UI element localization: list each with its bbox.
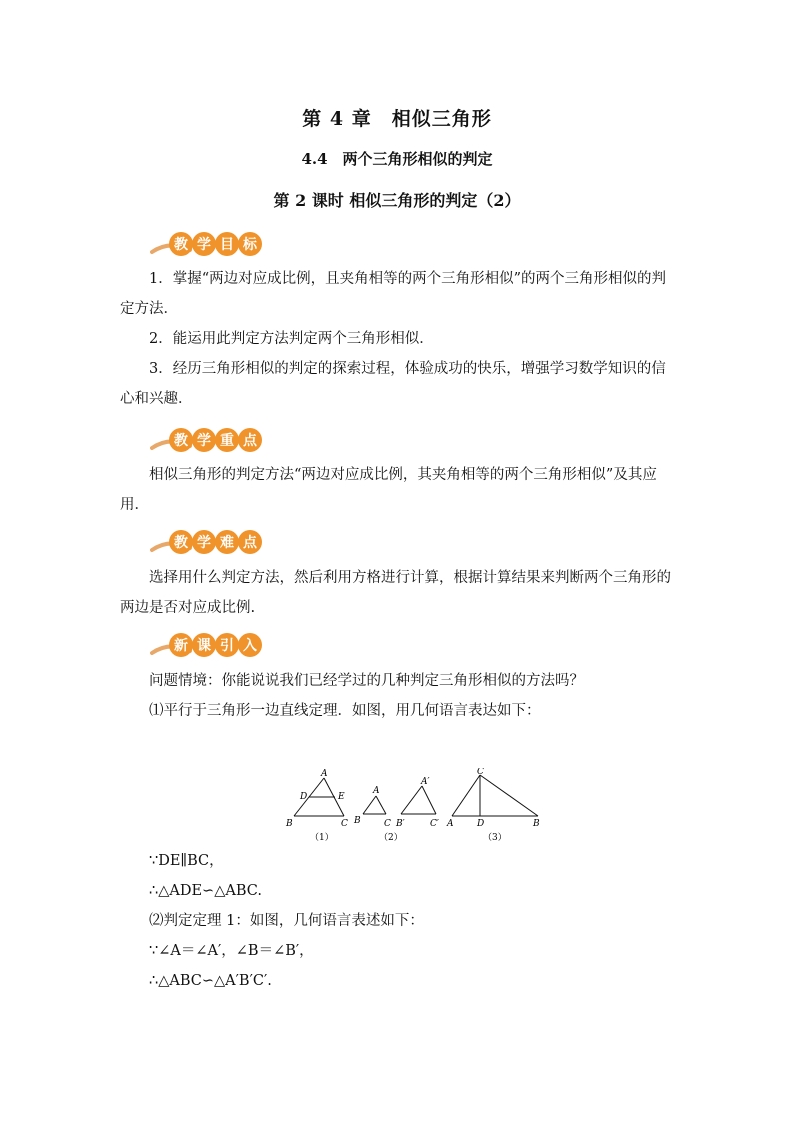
proof-line: ∵∠A＝∠A′，∠B＝∠B′， bbox=[149, 943, 314, 959]
label-c: C bbox=[341, 819, 348, 829]
caption-3: （3） bbox=[483, 833, 507, 843]
label-a3: A bbox=[447, 819, 454, 829]
goal-item: 1．掌握“两边对应成比例，且夹角相等的两个三角形相似”的两个三角形相似的判定方法． bbox=[120, 271, 667, 317]
label-b3: B bbox=[533, 819, 540, 829]
badge-char: 教 bbox=[174, 237, 188, 253]
label-c-prime: C′ bbox=[430, 819, 439, 829]
badge-char: 教 bbox=[174, 535, 188, 551]
difficulty-paragraph: 选择用什么判定方法，然后利用方格进行计算，根据计算结果来判断两个三角形的两边是否对应成比例. bbox=[120, 570, 671, 616]
label-b2: B bbox=[354, 816, 361, 826]
badge-char: 重 bbox=[220, 433, 234, 449]
label-b: B bbox=[286, 819, 293, 829]
key-paragraph: 相似三角形的判定方法“两边对应成比例，其夹角相等的两个三角形相似”及其应用． bbox=[120, 467, 657, 513]
difficulty-section-badge bbox=[150, 526, 270, 560]
badge-char: 点 bbox=[243, 535, 257, 551]
badge-char: 引 bbox=[220, 638, 234, 654]
intro-question: 问题情境：你能说说我们已经学过的几种判定三角形相似的方法吗？ bbox=[149, 673, 584, 689]
badge-char: 学 bbox=[197, 237, 211, 253]
badge-char: 目 bbox=[220, 237, 234, 253]
edge-apcp bbox=[422, 786, 436, 814]
proof-line: ∴△ADE∽△ABC. bbox=[149, 883, 262, 899]
edge-ac-small bbox=[376, 796, 386, 814]
edge-apbp bbox=[401, 786, 422, 814]
section-title: 4.4 两个三角形相似的判定 bbox=[301, 150, 493, 168]
intro-item2: ⑵判定定理 1：如图，几何语言表述如下： bbox=[149, 913, 424, 929]
badge-char: 点 bbox=[243, 433, 257, 449]
proof-line: ∴△ABC∽△A′B′C′. bbox=[149, 973, 272, 989]
label-a-prime: A′ bbox=[421, 777, 430, 787]
goals-list bbox=[120, 264, 676, 414]
edge-ca bbox=[452, 775, 480, 816]
badge-char: 难 bbox=[220, 535, 234, 551]
label-d3: D bbox=[477, 819, 485, 829]
triangles-figure bbox=[280, 768, 550, 846]
caption-1: （1） bbox=[310, 833, 334, 843]
key-text bbox=[120, 460, 676, 520]
intro-proof bbox=[120, 846, 676, 996]
badge-char: 课 bbox=[197, 638, 211, 654]
badge-char: 学 bbox=[197, 433, 211, 449]
intro-item1: ⑴平行于三角形一边直线定理．如图，用几何语言表达如下： bbox=[149, 703, 541, 719]
label-a2: A bbox=[373, 786, 380, 796]
chapter-title: 第 4 章 相似三角形 bbox=[302, 108, 492, 130]
edge-cb bbox=[480, 775, 538, 816]
badge-char: 学 bbox=[197, 535, 211, 551]
caption-2: （2） bbox=[379, 833, 403, 843]
lesson-title: 第 2 课时 相似三角形的判定（2） bbox=[273, 191, 521, 210]
label-c2: C bbox=[384, 819, 391, 829]
label-c3: C bbox=[477, 768, 484, 777]
badge-char: 教 bbox=[174, 433, 188, 449]
proof-line: ∵DE∥BC， bbox=[149, 853, 224, 869]
figure-3 bbox=[452, 775, 538, 816]
goal-item: 2．能运用此判定方法判定两个三角形相似． bbox=[149, 331, 434, 347]
label-d: D bbox=[300, 792, 308, 802]
intro-section-badge bbox=[150, 629, 270, 663]
badge-char: 标 bbox=[243, 237, 257, 253]
key-section-badge bbox=[150, 424, 270, 458]
badge-char: 入 bbox=[243, 638, 257, 654]
label-b-prime: B′ bbox=[396, 819, 405, 829]
goal-item: 3．经历三角形相似的判定的探索过程，体验成功的快乐，增强学习数学知识的信心和兴趣． bbox=[120, 361, 666, 407]
label-a: A bbox=[321, 769, 328, 779]
edge-ab-small bbox=[363, 796, 376, 814]
intro-text bbox=[120, 666, 676, 726]
difficulty-text bbox=[120, 563, 676, 623]
badge-char: 新 bbox=[174, 638, 188, 654]
label-e: E bbox=[338, 792, 345, 802]
goals-section-badge bbox=[150, 228, 270, 262]
